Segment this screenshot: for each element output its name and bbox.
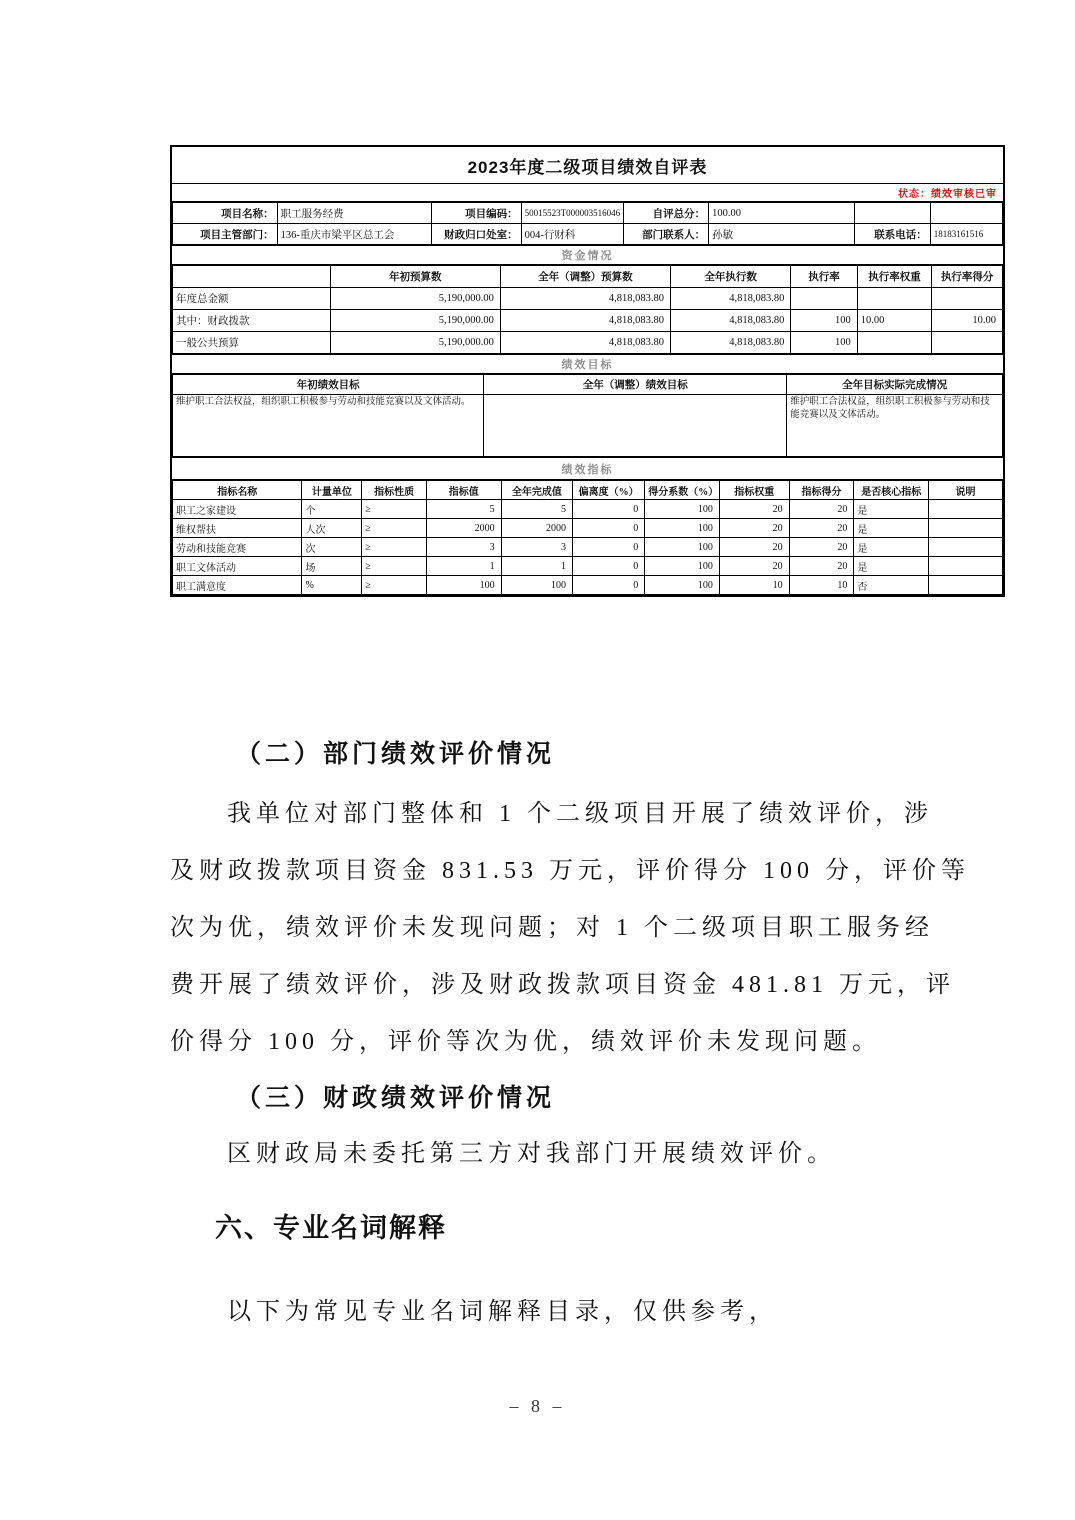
funding-header: 执行率得分 — [932, 266, 1003, 288]
cell: 100 — [645, 519, 720, 538]
cell — [857, 332, 932, 354]
heading-terminology: 六、专业名词解释 — [215, 1213, 447, 1243]
cell: ≥ — [362, 519, 427, 538]
info-row-2 — [173, 224, 1003, 245]
indicator-header: 偏离度（%） — [573, 481, 645, 500]
paragraph-fiscal-evaluation — [170, 1126, 945, 1183]
empty-cell — [855, 203, 931, 224]
cell: 4,818,083.80 — [670, 288, 790, 310]
cell: 10 — [719, 576, 789, 595]
cell: 2000 — [426, 519, 501, 538]
cell: 4,818,083.80 — [500, 332, 670, 354]
project-name-label: 项目名称： — [173, 203, 278, 224]
cell: 是 — [854, 557, 929, 576]
cell: 20 — [719, 519, 789, 538]
targets-header-row — [173, 375, 1003, 395]
cell: 3 — [426, 538, 501, 557]
cell: 劳动和技能竞赛 — [173, 538, 302, 557]
indicator-header: 计量单位 — [302, 481, 362, 500]
indicator-header: 指标性质 — [362, 481, 427, 500]
project-name-value: 职工服务经费 — [277, 203, 431, 224]
cell: 20 — [719, 500, 789, 519]
cell: 0 — [573, 538, 645, 557]
selfeval-table — [170, 145, 1005, 597]
cell: 20 — [789, 500, 854, 519]
funding-row-fiscal — [173, 310, 1003, 332]
indicator-header: 说明 — [929, 481, 1003, 500]
funding-header: 全年（调整）预算数 — [500, 266, 670, 288]
paragraph-terminology-intro — [170, 1284, 945, 1341]
targets-header: 全年目标实际完成情况 — [787, 375, 1003, 395]
cell: 是 — [854, 519, 929, 538]
funding-section-title: 资金情况 — [172, 245, 1003, 265]
cell: 2000 — [501, 519, 572, 538]
targets-section-title: 绩效目标 — [172, 354, 1003, 374]
cell: 10 — [789, 576, 854, 595]
phone-label: 联系电话： — [855, 224, 931, 245]
cell: 100 — [426, 576, 501, 595]
indicator-row — [173, 538, 1003, 557]
indicators-header-row — [173, 481, 1003, 500]
cell: 1 — [426, 557, 501, 576]
cell — [932, 288, 1003, 310]
indicator-header: 指标得分 — [789, 481, 854, 500]
funding-row-label: 年度总金额 — [173, 288, 331, 310]
cell: 5 — [426, 500, 501, 519]
cell: 100 — [501, 576, 572, 595]
cell: ≥ — [362, 557, 427, 576]
selfscore-label: 自评总分： — [624, 203, 709, 224]
finance-office-label: 财政归口处室： — [431, 224, 521, 245]
finance-office-value: 004-行财科 — [521, 224, 624, 245]
cell: 职工文体活动 — [173, 557, 302, 576]
indicator-header: 全年完成值 — [501, 481, 572, 500]
cell: 20 — [789, 519, 854, 538]
cell: 10.00 — [932, 310, 1003, 332]
table-title: 2023年度二级项目绩效自评表 — [172, 147, 1003, 184]
cell — [929, 576, 1003, 595]
target-actual: 维护职工合法权益，组织职工积极参与劳动和技能竞赛以及文体活动。 — [787, 395, 1003, 457]
funding-header: 执行率权重 — [857, 266, 932, 288]
cell: 10.00 — [857, 310, 932, 332]
cell: ≥ — [362, 500, 427, 519]
indicators-section-title: 绩效指标 — [172, 457, 1003, 480]
cell: 0 — [573, 519, 645, 538]
cell: 5,190,000.00 — [330, 310, 500, 332]
funding-header: 执行率 — [791, 266, 857, 288]
contact-value: 孙敏 — [709, 224, 855, 245]
cell — [857, 288, 932, 310]
funding-row-label: 一般公共预算 — [173, 332, 331, 354]
cell: 20 — [719, 538, 789, 557]
paragraph-line: 我单位对部门整体和 1 个二级项目开展了绩效评价，涉 — [227, 801, 933, 827]
funding-header: 年初预算数 — [330, 266, 500, 288]
cell: ≥ — [362, 538, 427, 557]
dept-label: 项目主管部门： — [173, 224, 278, 245]
funding-header-row — [173, 266, 1003, 288]
heading-fiscal-evaluation: （三）财政绩效评价情况 — [236, 1085, 556, 1112]
funding-header — [173, 266, 331, 288]
cell — [791, 288, 857, 310]
cell: 个 — [302, 500, 362, 519]
cell: 是 — [854, 538, 929, 557]
contact-label: 部门联系人： — [624, 224, 709, 245]
paragraph-line: 以下为常见专业名词解释目录，仅供参考， — [227, 1299, 778, 1325]
cell: 5,190,000.00 — [330, 332, 500, 354]
cell: 20 — [789, 557, 854, 576]
cell — [929, 519, 1003, 538]
cell: 20 — [789, 538, 854, 557]
indicator-header: 得分系数（%） — [645, 481, 720, 500]
cell: 0 — [573, 500, 645, 519]
heading-dept-evaluation: （二）部门绩效评价情况 — [236, 741, 556, 768]
targets-content-row — [173, 395, 1003, 457]
indicators-table — [172, 480, 1003, 595]
funding-row-label: 其中：财政拨款 — [173, 310, 331, 332]
cell: 次 — [302, 538, 362, 557]
paragraph-line: 及财政拨款项目资金 831.53 万元，评价得分 100 分，评价等 — [170, 858, 970, 884]
cell — [929, 557, 1003, 576]
funding-row-total — [173, 288, 1003, 310]
cell: 维权帮扶 — [173, 519, 302, 538]
cell: 人次 — [302, 519, 362, 538]
cell: 100 — [791, 332, 857, 354]
cell: 4,818,083.80 — [500, 288, 670, 310]
cell: 职工满意度 — [173, 576, 302, 595]
cell: 0 — [573, 576, 645, 595]
cell — [932, 332, 1003, 354]
cell: 20 — [719, 557, 789, 576]
dept-value: 136-重庆市梁平区总工会 — [277, 224, 431, 245]
info-row-1 — [173, 203, 1003, 224]
status-badge: 状态：绩效审核已审 — [172, 184, 1003, 202]
cell: 否 — [854, 576, 929, 595]
paragraph-line: 次为优，绩效评价未发现问题；对 1 个二级项目职工服务经 — [170, 915, 934, 941]
indicator-header: 指标值 — [426, 481, 501, 500]
indicator-row — [173, 557, 1003, 576]
cell — [929, 538, 1003, 557]
cell: ≥ — [362, 576, 427, 595]
indicator-header: 指标权重 — [719, 481, 789, 500]
cell: 5 — [501, 500, 572, 519]
cell: 100 — [645, 557, 720, 576]
cell: 场 — [302, 557, 362, 576]
targets-header: 年初绩效目标 — [173, 375, 484, 395]
cell: 4,818,083.80 — [500, 310, 670, 332]
page-number: – 8 – — [509, 1396, 566, 1416]
paragraph-line: 区财政局未委托第三方对我部门开展绩效评价。 — [227, 1141, 836, 1167]
cell: % — [302, 576, 362, 595]
empty-cell — [930, 203, 1002, 224]
project-code-value: 50015523T000003516046 — [521, 203, 624, 224]
target-initial: 维护职工合法权益，组织职工积极参与劳动和技能竞赛以及文体活动。 — [173, 395, 484, 457]
indicator-row — [173, 576, 1003, 595]
cell: 1 — [501, 557, 572, 576]
funding-table — [172, 265, 1003, 354]
cell: 0 — [573, 557, 645, 576]
indicator-row — [173, 519, 1003, 538]
targets-table — [172, 374, 1003, 457]
cell: 100 — [791, 310, 857, 332]
cell: 100 — [645, 576, 720, 595]
cell: 职工之家建设 — [173, 500, 302, 519]
cell: 100 — [645, 538, 720, 557]
paragraph-line: 价得分 100 分，评价等次为优，绩效评价未发现问题。 — [170, 1029, 881, 1055]
paragraph-line: 费开展了绩效评价，涉及财政拨款项目资金 481.81 万元，评 — [170, 972, 955, 998]
cell: 100 — [645, 500, 720, 519]
cell: 5,190,000.00 — [330, 288, 500, 310]
indicator-row — [173, 500, 1003, 519]
funding-row-public-budget — [173, 332, 1003, 354]
paragraph-dept-evaluation — [170, 786, 970, 1071]
cell: 4,818,083.80 — [670, 332, 790, 354]
cell: 3 — [501, 538, 572, 557]
project-info-table — [172, 202, 1003, 245]
project-code-label: 项目编码： — [431, 203, 521, 224]
cell — [929, 500, 1003, 519]
cell: 是 — [854, 500, 929, 519]
indicator-header: 指标名称 — [173, 481, 302, 500]
funding-header: 全年执行数 — [670, 266, 790, 288]
target-adjusted — [484, 395, 787, 457]
targets-header: 全年（调整）绩效目标 — [484, 375, 787, 395]
selfscore-value: 100.00 — [709, 203, 855, 224]
indicator-header: 是否核心指标 — [854, 481, 929, 500]
phone-value: 18183161516 — [930, 224, 1002, 245]
cell: 4,818,083.80 — [670, 310, 790, 332]
